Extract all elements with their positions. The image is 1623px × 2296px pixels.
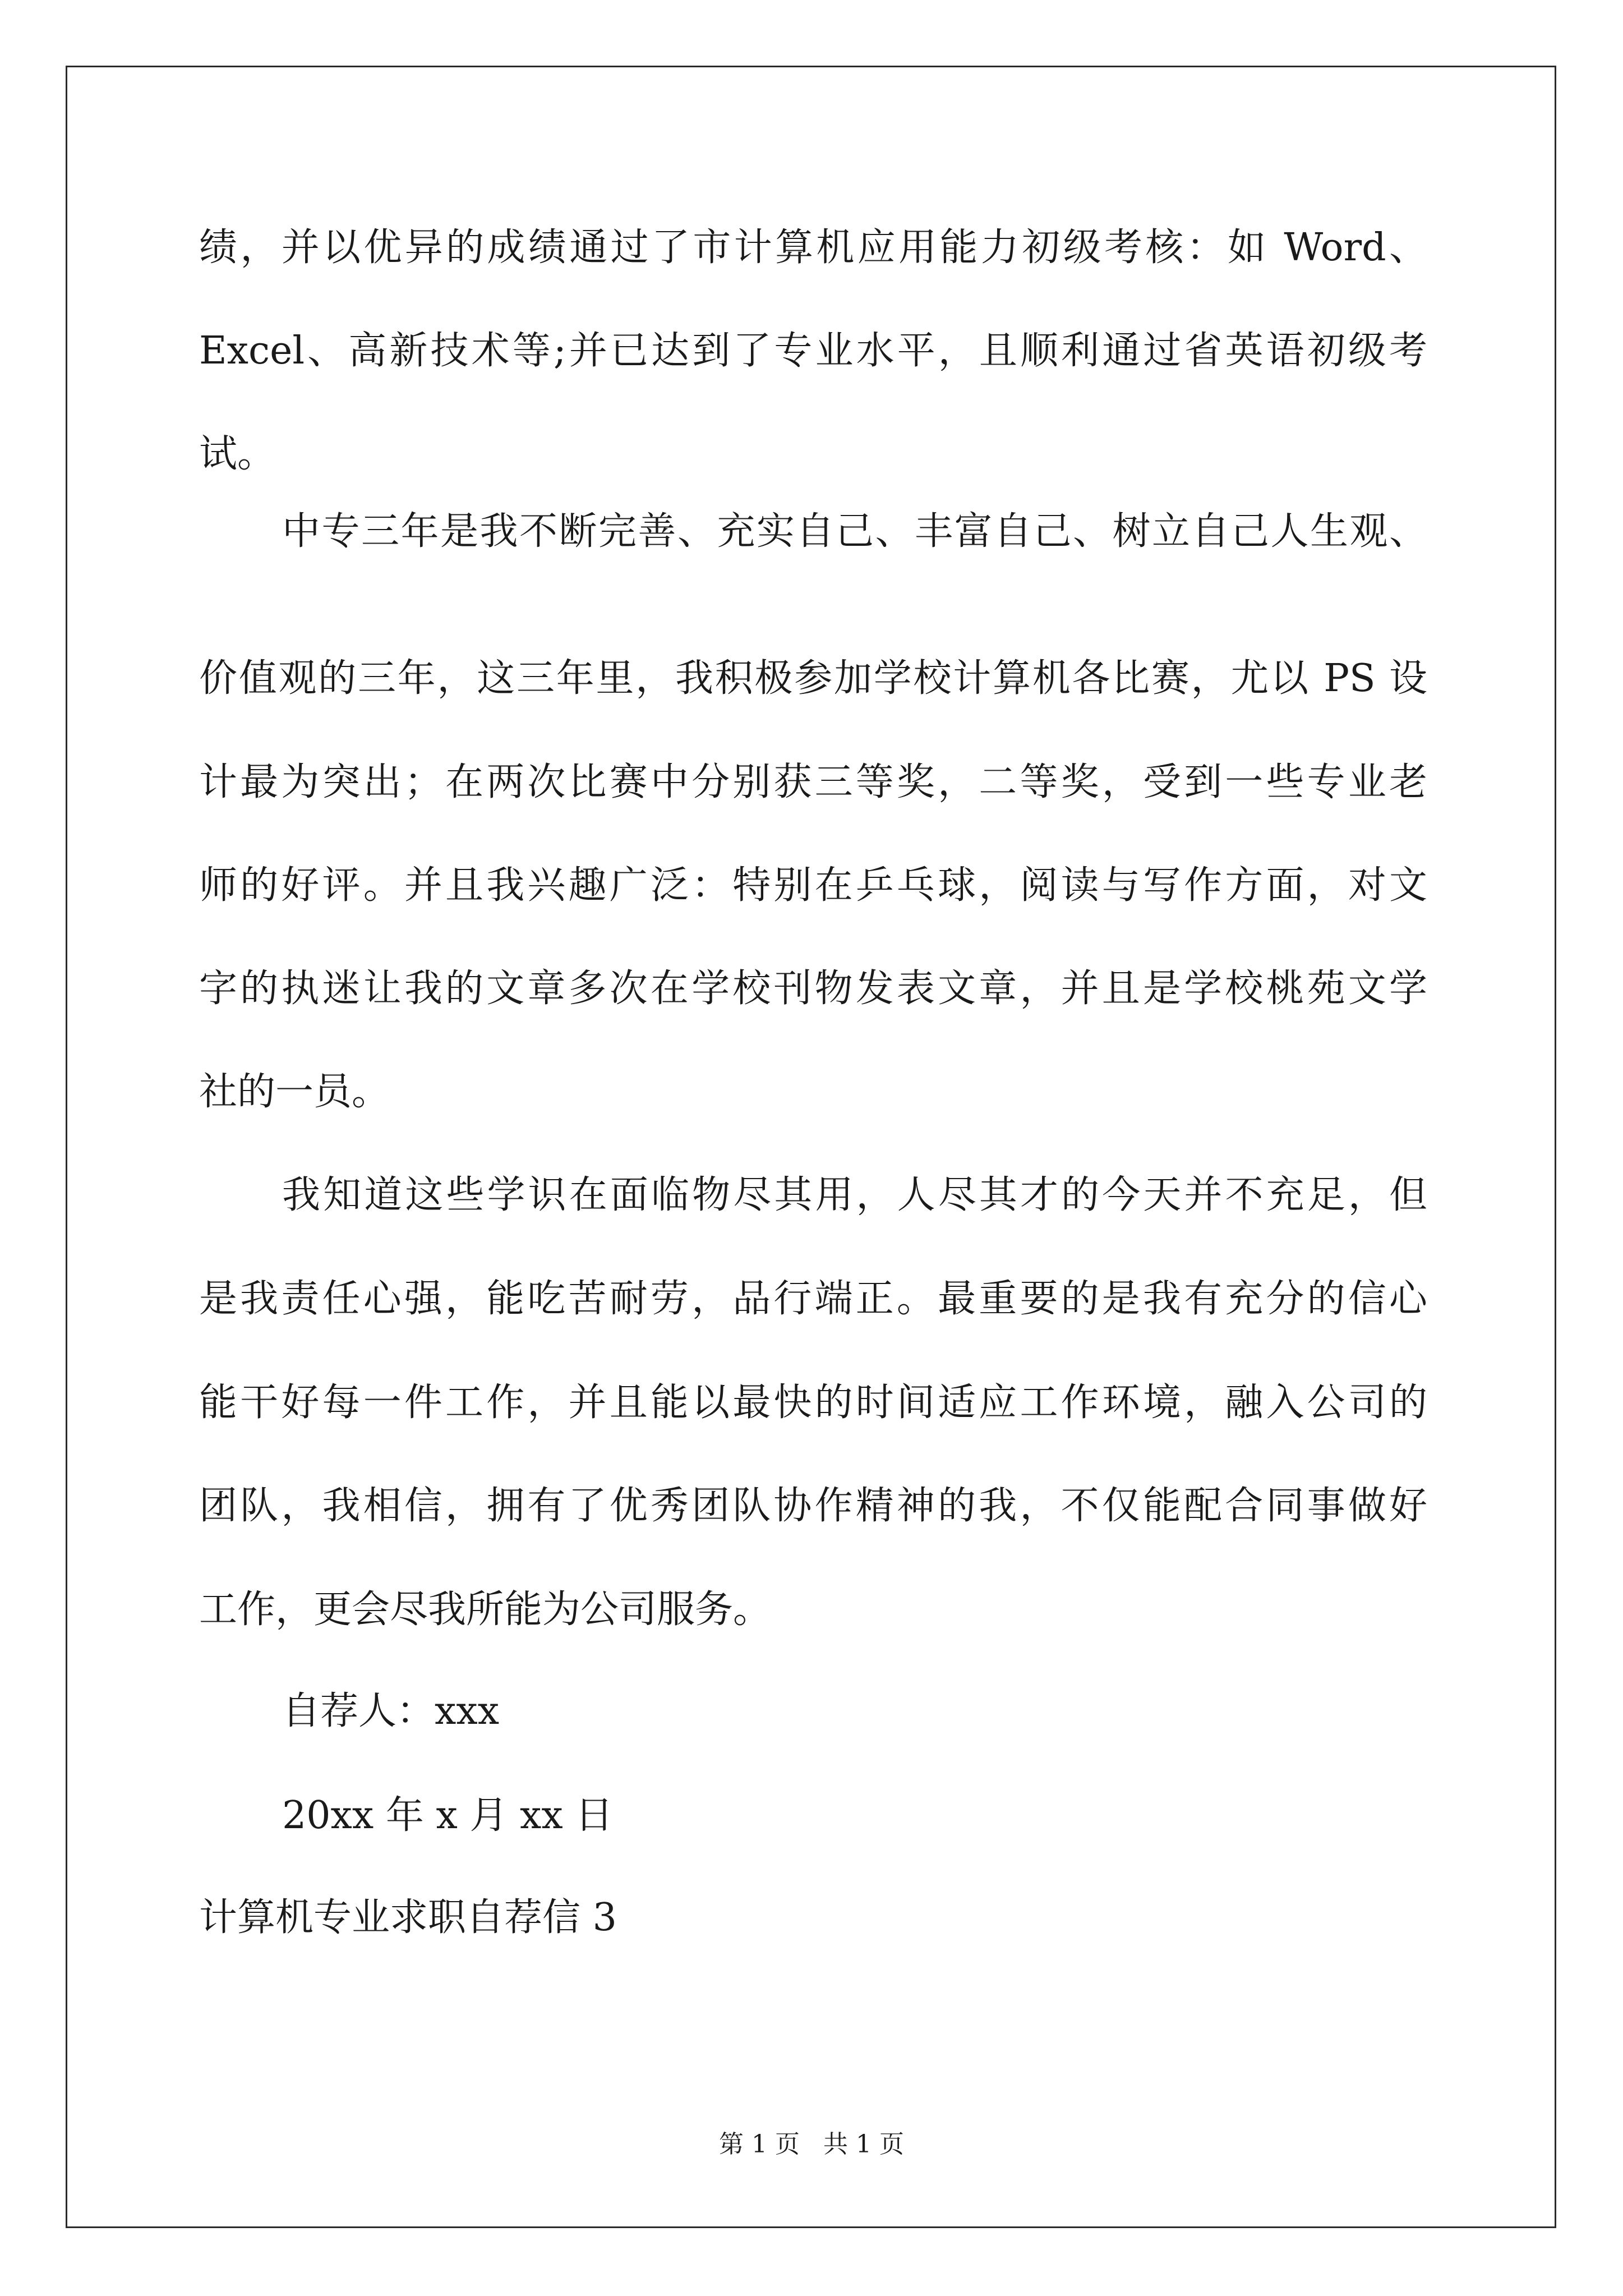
date: 20xx 年 x 月 xx 日 [282,1793,614,1838]
paragraph-2-line-5: 字的执迷让我的文章多次在学校刊物发表文章，并且是学校桃苑文学 [199,967,1427,1011]
page-total: 共 1 页 [823,2130,904,2159]
paragraph-3-line-2: 是我责任心强，能吃苦耐劳，品行端正。最重要的是我有充分的信心 [199,1277,1427,1321]
paragraph-3-line-5: 工作，更会尽我所能为公司服务。 [199,1588,772,1632]
paragraph-2-line-3: 计最为突出；在两次比赛中分别获三等奖，二等奖，受到一些专业老 [199,760,1427,804]
paragraph-2-line-6: 社的一员。 [199,1070,390,1114]
paragraph-3-line-4: 团队，我相信，拥有了优秀团队协作精神的我，不仅能配合同事做好 [199,1484,1427,1528]
paragraph-1-line-2: Excel、高新技术等;并已达到了专业水平，且顺利通过省英语初级考 [199,329,1427,373]
paragraph-2-line-2: 价值观的三年，这三年里，我积极参加学校计算机各比赛，尤以 PS 设 [199,656,1427,701]
paragraph-1-line-3: 试。 [199,432,276,476]
section-heading: 计算机专业求职自荐信 3 [199,1895,617,1940]
paragraph-3-line-1: 我知道这些学识在面临物尽其用，人尽其才的今天并不充足，但 [282,1173,1427,1217]
paragraph-3-line-3: 能干好每一件工作，并且能以最快的时间适应工作环境，融入公司的 [199,1381,1427,1425]
page-footer [0,2130,1623,2159]
page-number: 第 1 页 [719,2130,800,2159]
paragraph-2-line-4: 师的好评。并且我兴趣广泛：特别在乒乓球，阅读与写作方面，对文 [199,863,1427,908]
paragraph-2-line-1: 中专三年是我不断完善、充实自己、丰富自己、树立自己人生观、 [282,509,1427,554]
paragraph-1-line-1: 绩，并以优异的成绩通过了市计算机应用能力初级考核：如 Word、 [199,226,1427,270]
signature: 自荐人：xxx [282,1689,500,1733]
